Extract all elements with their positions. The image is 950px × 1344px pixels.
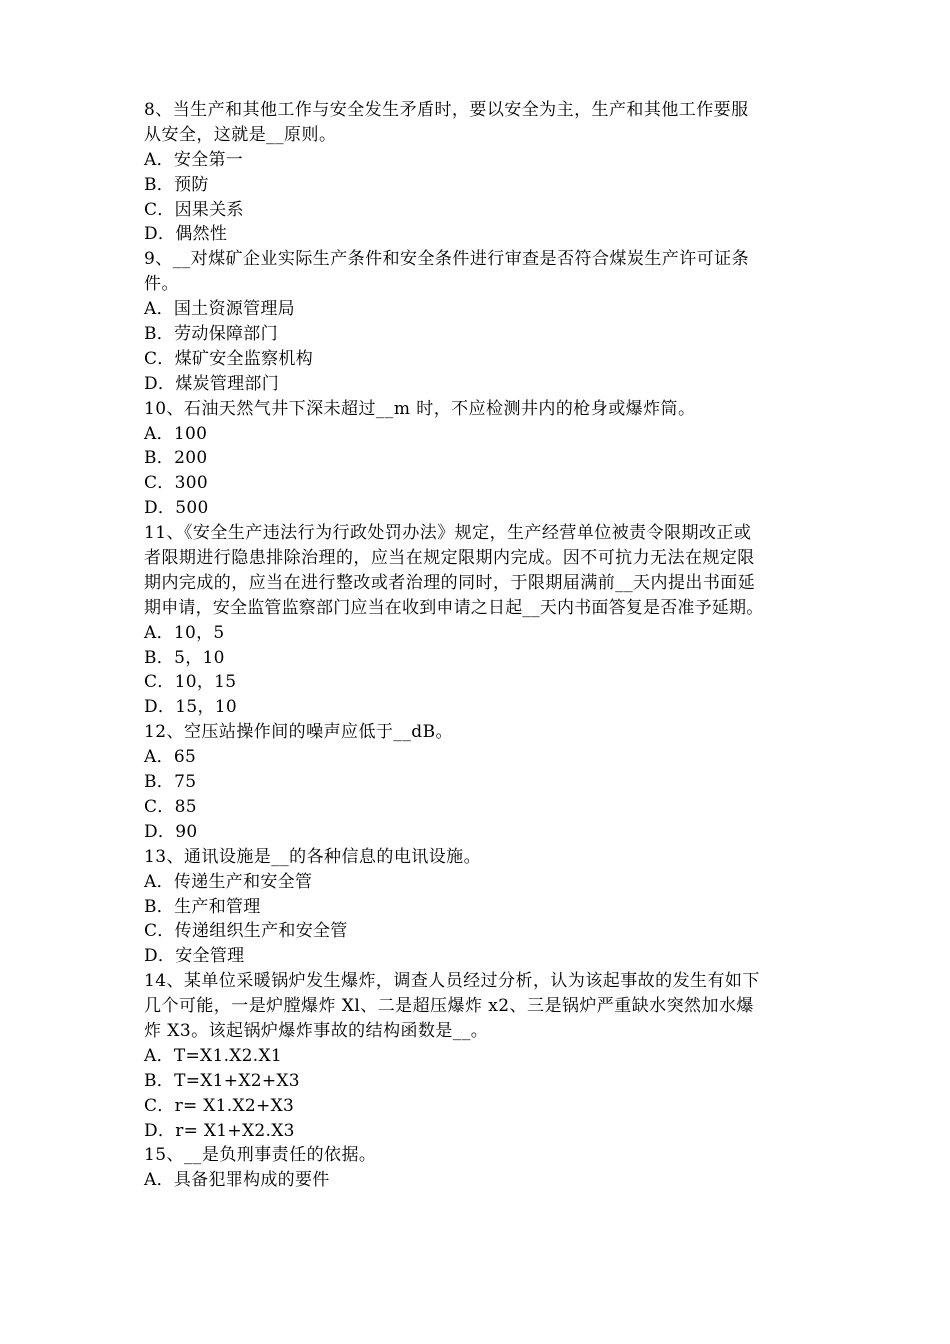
question-12-option-d: D．90 [144, 821, 198, 842]
question-12-option-b: B．75 [144, 772, 197, 793]
question-15-stem-line-1: 15、__是负刑事责任的依据。 [144, 1145, 377, 1166]
question-14 [144, 969, 824, 1143]
question-11-stem-line-4: 期申请，安全监管监察部门应当在收到申请之日起__天内书面答复是否准予延期。 [144, 597, 764, 618]
question-13-option-a: A．传递生产和安全管 [144, 871, 313, 892]
question-9-option-b: B．劳动保障部门 [144, 324, 278, 345]
question-13 [144, 845, 824, 969]
question-8-option-c: C．因果关系 [144, 199, 244, 220]
question-8-stem-line-2: 从安全，这就是__原则。 [144, 124, 337, 145]
question-9-option-a: A．国土资源管理局 [144, 299, 295, 320]
question-13-stem-line-1: 13、通讯设施是__的各种信息的电讯设施。 [144, 846, 482, 867]
question-12-stem-line-1: 12、空压站操作间的噪声应低于__dB。 [144, 722, 454, 743]
question-14-stem-line-1: 14、某单位采暖锅炉发生爆炸，调查人员经过分析，认为该起事故的发生有如下 [144, 971, 760, 992]
question-11-stem-line-3: 期内完成的，应当在进行整改或者治理的同时，于限期届满前__天内提出书面延 [144, 572, 756, 593]
question-13-option-b: B．生产和管理 [144, 896, 261, 917]
question-10-option-c: C．300 [144, 473, 208, 494]
question-9-stem-line-1: 9、__对煤矿企业实际生产条件和安全条件进行审查是否符合煤炭生产许可证条 [144, 249, 750, 270]
question-8-stem-line-1: 8、当生产和其他工作与安全发生矛盾时，要以安全为主，生产和其他工作要服 [144, 100, 749, 120]
question-11-stem-line-2: 者限期进行隐患排除治理的，应当在规定限期内完成。因不可抗力无法在规定限 [144, 548, 755, 569]
question-12 [144, 720, 824, 844]
question-13-option-c: C．传递组织生产和安全管 [144, 921, 348, 942]
question-9-option-d: D．煤炭管理部门 [144, 373, 280, 394]
question-12-option-a: A．65 [144, 747, 197, 768]
question-15-option-a: A．具备犯罪构成的要件 [144, 1170, 330, 1191]
question-8-option-b: B．预防 [144, 174, 209, 195]
question-11-option-b: B．5，10 [144, 647, 225, 668]
question-14-option-a: A．T=X1.X2.X1 [144, 1045, 283, 1066]
question-9-stem-line-2: 件。 [144, 274, 179, 295]
question-8-option-a: A．安全第一 [144, 149, 244, 170]
question-12-option-c: C．85 [144, 796, 197, 817]
question-11 [144, 521, 824, 720]
question-14-option-b: B．T=X1+X2+X3 [144, 1070, 300, 1091]
question-10-option-b: B．200 [144, 448, 208, 469]
question-14-stem-line-3: 炸 X3。该起锅炉爆炸事故的结构函数是__。 [144, 1020, 489, 1041]
question-14-option-d: D．r= X1+X2.X3 [144, 1120, 295, 1141]
question-14-option-c: C．r= X1.X2+X3 [144, 1095, 295, 1116]
document-page [144, 98, 824, 1193]
question-10 [144, 397, 824, 521]
question-10-option-a: A．100 [144, 423, 208, 444]
question-14-stem-line-2: 几个可能，一是炉膛爆炸 Xl、二是超压爆炸 x2、三是锅炉严重缺水突然加水爆 [144, 996, 754, 1017]
question-10-stem-line-1: 10、石油天然气井下深未超过__m 时，不应检测井内的枪身或爆炸筒。 [144, 398, 696, 419]
question-9 [144, 247, 824, 396]
question-15 [144, 1143, 824, 1193]
question-8 [144, 98, 824, 247]
question-10-option-d: D．500 [144, 498, 209, 519]
question-11-option-c: C．10，15 [144, 672, 237, 693]
question-11-option-a: A．10，5 [144, 622, 225, 643]
question-8-option-d: D．偶然性 [144, 224, 228, 245]
question-9-option-c: C．煤矿安全监察机构 [144, 348, 314, 369]
question-11-stem-line-1: 11、《安全生产违法行为行政处罚办法》规定，生产经营单位被责令限期改正或 [144, 523, 752, 544]
question-11-option-d: D．15，10 [144, 697, 237, 718]
question-13-option-d: D．安全管理 [144, 946, 245, 967]
